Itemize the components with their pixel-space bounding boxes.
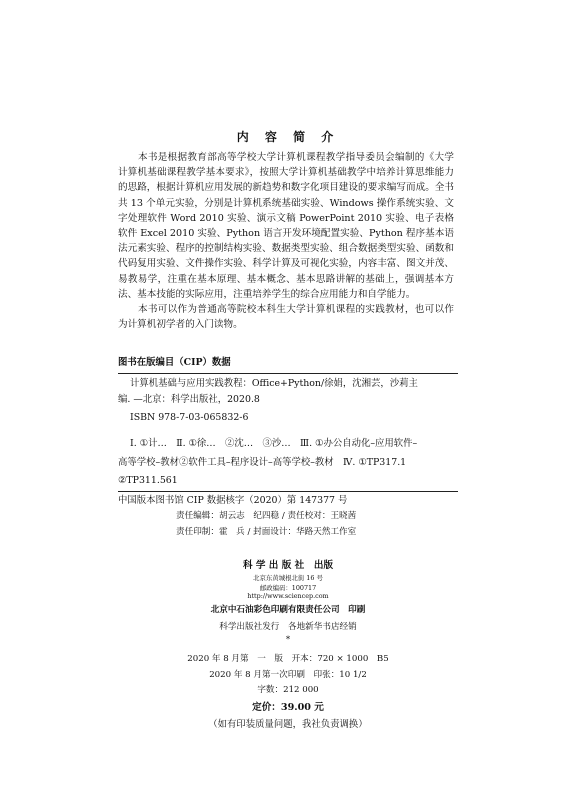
price: 定价：39.00 元 [252, 702, 324, 713]
credits-production: 责任印制：霍 兵 / 封面设计：华路天然工作室 [176, 527, 357, 537]
cip-isbn: ISBN 978-7-03-065832-6 [130, 412, 249, 423]
cip-editor-line: 编. —北京：科学出版社，2020.8 [118, 394, 260, 405]
credits-editors: 责任编辑：胡云志 纪四稳 / 责任校对：王晓茜 [176, 511, 357, 521]
intro-paragraph-1: 本书是根据教育部高等学校大学计算机课程教学指导委员会编制的《大学计算机基础课程教学基本要求》，按照大学计算机基础教学中培养计算思维能力的思路，根据计算机应用发展的新趋势和数字化项目建设的要求编写而成。全书共 13 个单元实验，分别是计算机系统基础实验、Windows 操作系统实验、文字处理软件 Word 2010 实验、演示文稿 PowerPoint 2010 实验、电子表格软件 Excel 2010 实验、Python 语言开发环境配置实验、Python 程序基本语法元素实验、程序的控制结构实验、数据类型实验、组合数据类型实验、函数和代码复用实验、文件操作实验、科学计算及可视化实验，内容丰富、图文并茂、易教易学，注重在基本原理、基本概念、基本思路讲解的基础上，强调基本方法、基本技能的实际应用，注重培养学生的综合应用能力和自学能力。 [118, 152, 454, 300]
cip-classification-2: 高等学校–教材②软件工具–程序设计–高等学校–教材 Ⅳ. ①TP317.1 [118, 457, 407, 468]
word-count: 字数：212 000 [257, 685, 319, 695]
publisher-address: 北京东黄城根北街 16 号 [253, 574, 323, 582]
cip-verification: 中国版本图书馆 CIP 数据核字（2020）第 147377 号 [118, 495, 348, 506]
cip-classification-1: Ⅰ. ①计… Ⅱ. ①徐… ②沈… ③沙… Ⅲ. ①办公自动化–应用软件– [130, 438, 418, 449]
printing-line: 2020 年 8 月第一次印刷 印张：10 1/2 [209, 670, 367, 680]
separator-star: * [285, 635, 291, 645]
cip-title-line: 计算机基础与应用实践教程：Office+Python/徐娟，沈湘芸，沙莉主 [130, 378, 418, 389]
printer-name: 北京中石油彩色印刷有限责任公司 印刷 [210, 605, 366, 615]
cip-top-divider [118, 373, 458, 374]
edition-line: 2020 年 8 月第 一 版 开本：720 × 1000 B5 [187, 654, 389, 664]
quality-notice: （如有印装质量问题，我社负责调换） [208, 719, 368, 730]
cip-classification-3: ②TP311.561 [118, 475, 178, 486]
intro-paragraph-2: 本书可以作为普通高等院校本科生大学计算机课程的实践教材，也可以作为计算机初学者的入门读物。 [118, 304, 454, 331]
cip-bottom-divider [118, 491, 458, 492]
distribution-line: 科学出版社发行 各地新华书店经销 [219, 622, 357, 632]
publisher-url: http://www.sciencep.com [247, 592, 329, 600]
publisher-postcode: 邮政编码：100717 [259, 584, 317, 592]
publisher-name: 科 学 出 版 社 出版 [242, 560, 334, 571]
page-title: 内 容 简 介 [236, 130, 340, 144]
cip-heading: 图书在版编目（CIP）数据 [118, 357, 231, 368]
